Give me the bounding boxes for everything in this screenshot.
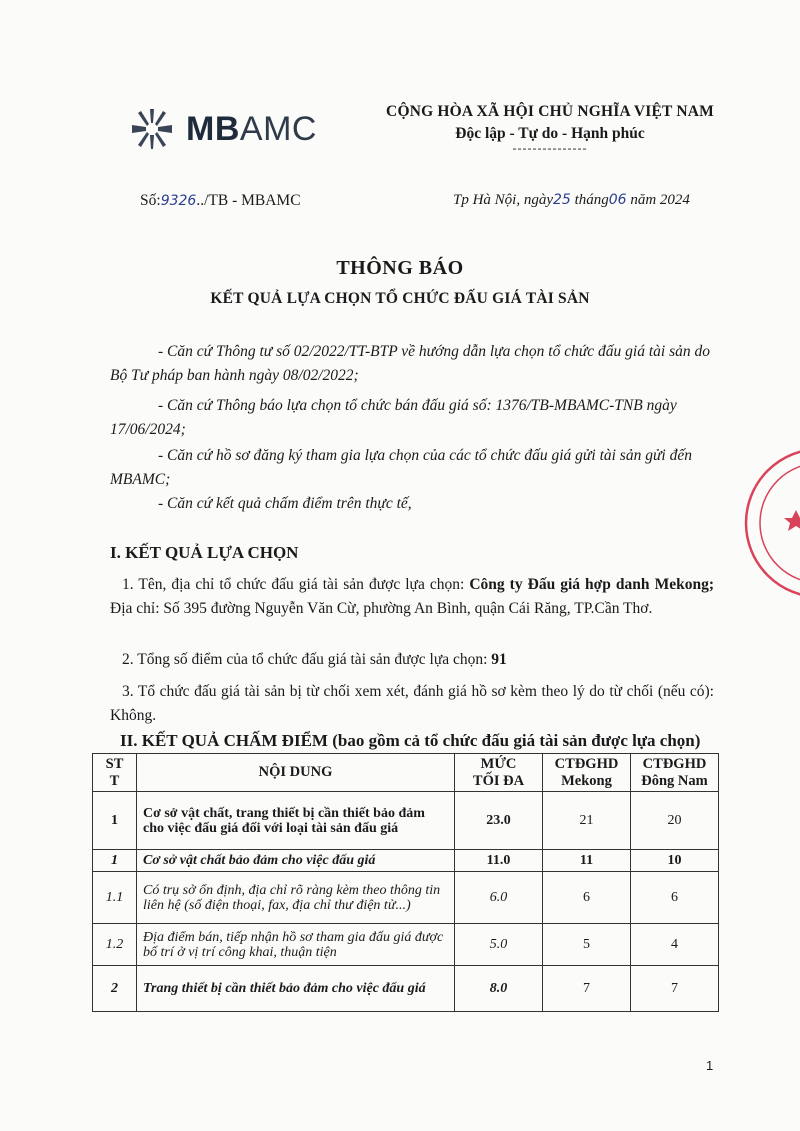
result-item-1: 1. Tên, địa chỉ tổ chức đấu giá tài sản được lựa chọn: Công ty Đấu giá hợp danh Mekong; Địa chỉ: Số 395 đường Nguyễn Văn Cừ, phường An Bình, quận Cái Răng, TP.Cần Thơ.	[110, 576, 714, 617]
table-row: 1 Cơ sở vật chất bảo đảm cho việc đấu giá 11.0 11 10	[93, 850, 719, 872]
document-subtitle: KẾT QUẢ LỰA CHỌN TỔ CHỨC ĐẤU GIÁ TÀI SẢN	[210, 290, 590, 307]
issue-date: Tp Hà Nội, ngày25 tháng06 năm 2024	[453, 192, 690, 208]
handwritten-day: 25	[553, 192, 571, 208]
header-mekong: CTĐGHD Mekong	[543, 754, 631, 792]
nation-name: CỘNG HÒA XÃ HỘI CHỦ NGHĨA VIỆT NAM	[386, 103, 714, 120]
table-row: 1.2 Địa điểm bán, tiếp nhận hồ sơ tham gia đấu giá được bố trí ở vị trí công khai, thuận tiện 5.0 5 4	[93, 924, 719, 966]
basis-item: - Căn cứ hồ sơ đăng ký tham gia lựa chọn của các tổ chức đấu giá gửi tài sản gửi đến MBAMC;	[110, 447, 692, 488]
table-row: 2 Trang thiết bị cần thiết bảo đảm cho việc đấu giá 8.0 7 7	[93, 966, 719, 1012]
page-number: 1	[706, 1058, 714, 1073]
mbamc-star-icon	[128, 105, 176, 153]
section-heading-results: I. KẾT QUẢ LỰA CHỌN	[110, 543, 299, 562]
nation-rule: ---------------	[512, 141, 588, 155]
header-dongnam: CTĐGHD Đông Nam	[631, 754, 719, 792]
header-max: MỨC TỐI ĐA	[455, 754, 543, 792]
logo-wordmark: MBAMC	[186, 109, 317, 148]
national-header	[380, 103, 720, 156]
basis-item: - Căn cứ Thông báo lựa chọn tổ chức bán đấu giá số: 1376/TB-MBAMC-TNB ngày 17/06/2024;	[110, 397, 677, 438]
result-item-2: 2. Tổng số điểm của tổ chức đấu giá tài sản được lựa chọn: 91	[122, 651, 507, 668]
red-seal-stamp-icon	[742, 438, 800, 608]
document-title: THÔNG BÁO	[336, 257, 464, 279]
handwritten-number: 9326	[160, 193, 197, 209]
header-stt: ST T	[93, 754, 137, 792]
header-content: NỘI DUNG	[137, 754, 455, 792]
scoring-table	[92, 753, 719, 1012]
table-row: 1.1 Có trụ sở ổn định, địa chỉ rõ ràng kèm theo thông tin liên hệ (số điện thoại, fax, địa chỉ thư điện tử...) 6.0 6 6	[93, 872, 719, 924]
basis-item: - Căn cứ kết quả chấm điểm trên thực tế,	[158, 495, 412, 512]
basis-item: - Căn cứ Thông tư số 02/2022/TT-BTP về hướng dẫn lựa chọn tổ chức đấu giá tài sản do Bộ Tư pháp ban hành ngày 08/02/2022;	[110, 343, 710, 384]
company-logo	[128, 105, 317, 153]
table-header-row	[93, 754, 719, 792]
handwritten-month: 06	[608, 192, 627, 208]
nation-motto: Độc lập - Tự do - Hạnh phúc	[455, 125, 645, 142]
result-item-3: 3. Tổ chức đấu giá tài sản bị từ chối xem xét, đánh giá hồ sơ kèm theo lý do từ chối (nếu có): Không.	[110, 683, 714, 724]
document-number: Số:9326../TB - MBAMC	[140, 192, 301, 209]
table-row: 1 Cơ sở vật chất, trang thiết bị cần thiết bảo đảm cho việc đấu giá đối với loại tài sản đấu giá 23.0 21 20	[93, 792, 719, 850]
section-heading-scoring: II. KẾT QUẢ CHẤM ĐIỂM (bao gồm cả tổ chức đấu giá tài sản được lựa chọn)	[120, 731, 701, 750]
